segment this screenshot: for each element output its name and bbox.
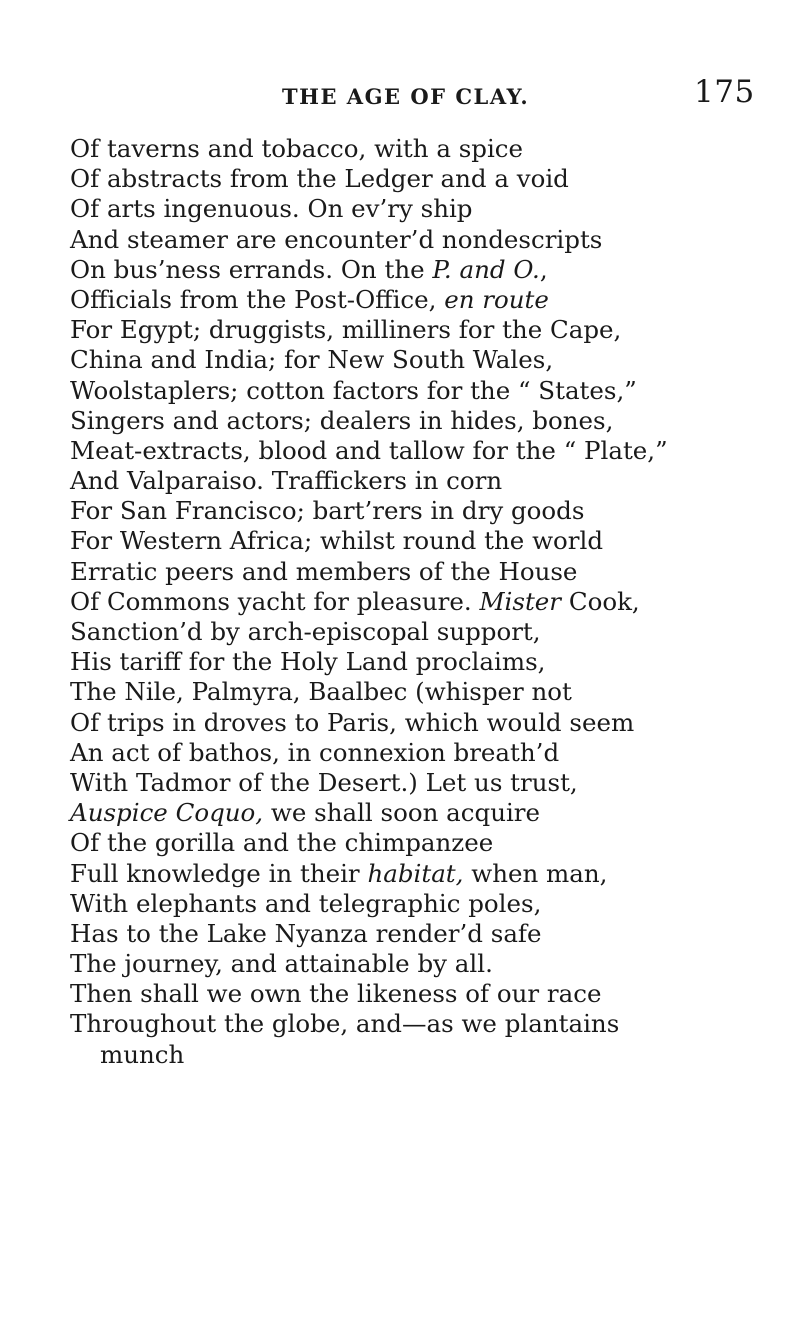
poem-body xyxy=(70,134,770,1070)
poem-line: Meat-extracts, blood and tallow for the “ Plate,” xyxy=(70,435,668,465)
poem-line: Sanction’d by arch-episcopal support, xyxy=(70,617,541,646)
poem-line: An act of bathos, in connexion breath’d xyxy=(70,737,560,767)
italic-phrase: habitat, xyxy=(367,858,464,888)
poem-line xyxy=(70,798,770,828)
poem-line: Of the gorilla and the chimpanzee xyxy=(70,828,494,858)
italic-phrase: Auspice Coquo, xyxy=(70,798,264,828)
poem-line: His tariff for the Holy Land proclaims, xyxy=(70,647,546,677)
poem-line xyxy=(70,255,770,285)
italic-phrase: en route xyxy=(444,284,549,314)
poem-line-text: when man, xyxy=(463,858,608,888)
poem-line xyxy=(70,587,770,617)
poem-line: For San Francisco; bart’rers in dry goods xyxy=(70,496,585,526)
poem-line-text: Officials from the Post-Office, xyxy=(70,284,445,314)
page-number: 175 xyxy=(694,74,755,110)
running-head xyxy=(0,74,801,114)
poem-line xyxy=(70,859,770,889)
poem-line: Has to the Lake Nyanza render’d safe xyxy=(70,918,542,948)
poem-line: Then shall we own the likeness of our race xyxy=(70,979,602,1009)
poem-line: munch xyxy=(100,1039,185,1069)
poem-line: Erratic peers and members of the House xyxy=(70,556,578,586)
poem-line-text: , xyxy=(539,254,548,284)
poem-line: Of arts ingenuous. On ev’ry ship xyxy=(70,194,473,224)
poem-line: And steamer are encounter’d nondescripts xyxy=(70,224,603,254)
poem-line: With Tadmor of the Desert.) Let us trust, xyxy=(70,767,578,797)
poem-line-text: Full knowledge in their xyxy=(70,858,368,888)
poem-line-text: we shall soon acquire xyxy=(263,798,541,828)
poem-line: Woolstaplers; cotton factors for the “ States,” xyxy=(70,375,637,405)
poem-line-text: Of Commons yacht for pleasure. xyxy=(70,586,480,616)
poem-line: Of trips in droves to Paris, which would seem xyxy=(70,707,635,737)
poem-line xyxy=(70,285,770,315)
poem-line: Throughout the globe, and—as we plantains xyxy=(70,1009,620,1039)
poem-line: China and India; for New South Wales, xyxy=(70,345,554,375)
poem-line: Of taverns and tobacco, with a spice xyxy=(70,134,524,163)
poem-line: Singers and actors; dealers in hides, bones, xyxy=(70,405,614,435)
poem-line: With elephants and telegraphic poles, xyxy=(70,888,542,918)
poem-line: The Nile, Palmyra, Baalbec (whisper not xyxy=(70,677,572,707)
poem-line-text: On bus’ness errands. On the xyxy=(70,254,433,284)
running-title: THE AGE OF CLAY. xyxy=(282,84,530,109)
poem-line: For Western Africa; whilst round the world xyxy=(70,526,604,556)
poem-line: Of abstracts from the Ledger and a void xyxy=(70,164,569,194)
poem-line: For Egypt; druggists, milliners for the Cape, xyxy=(70,315,622,345)
italic-phrase: Mister xyxy=(479,586,562,616)
italic-phrase: P. and O. xyxy=(432,254,540,284)
poem-line-text: Cook, xyxy=(561,586,640,616)
poem-line: And Valparaiso. Traffickers in corn xyxy=(70,466,503,496)
poem-line: The journey, and attainable by all. xyxy=(70,949,493,979)
